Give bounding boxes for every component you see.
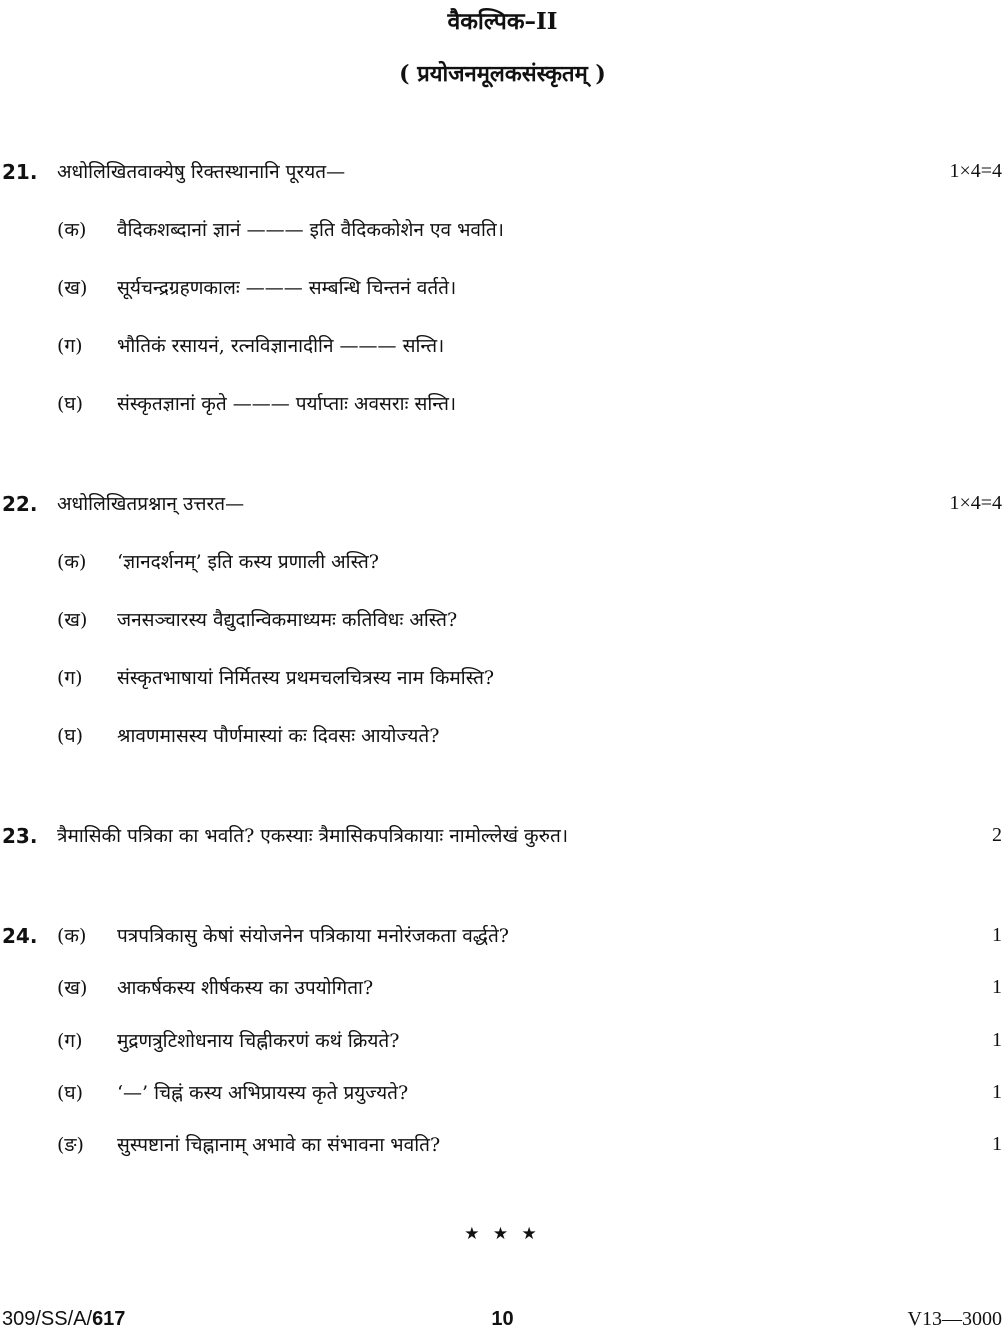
item-label: (ग)	[57, 335, 83, 357]
question-number: 23.	[2, 824, 38, 848]
item-text: मुद्रणत्रुटिशोधनाय चिह्नीकरणं कथं क्रियते?	[117, 1030, 400, 1052]
item-label: (ख)	[57, 977, 88, 999]
question-instruction: अधोलिखितवाक्येषु रिक्तस्थानानि पूरयत—	[57, 161, 346, 183]
item-text: जनसञ्चारस्य वैद्युदान्विकमाध्यमः कतिविधः अस्ति?	[117, 609, 458, 631]
item-text: सुस्पष्टानां चिह्नानाम् अभावे का संभावना भवति?	[117, 1134, 441, 1156]
footer-version: V13—3000	[907, 1308, 1002, 1330]
item-text: सूर्यचन्द्रग्रहणकालः ——— सम्बन्धि चिन्तनं वर्तते।	[117, 277, 457, 299]
end-stars: ★ ★ ★	[464, 1224, 541, 1244]
item-marks: 1	[992, 1081, 1002, 1103]
question-instruction: अधोलिखितप्रश्नान् उत्तरत—	[57, 493, 245, 515]
question-instruction: त्रैमासिकी पत्रिका का भवति? एकस्याः त्रैमासिकपत्रिकायाः नामोल्लेखं कुरुत।	[57, 825, 569, 847]
item-label: (ग)	[57, 667, 83, 689]
item-text: आकर्षकस्य शीर्षकस्य का उपयोगिता?	[117, 977, 374, 999]
paper-title: वैकल्पिक–II	[447, 8, 558, 35]
item-label: (क)	[57, 925, 87, 947]
item-label: (ख)	[57, 609, 88, 631]
item-text: वैदिकशब्दानां ज्ञानं ——— इति वैदिककोशेन एव भवति।	[117, 219, 504, 241]
item-text: पत्रपत्रिकासु केषां संयोजनेन पत्रिकाया मनोरंजकता वर्द्धते?	[117, 925, 509, 947]
item-text: संस्कृतभाषायां निर्मितस्य प्रथमचलचित्रस्य नाम किमस्ति?	[117, 667, 495, 689]
footer-page-number: 10	[491, 1308, 514, 1330]
item-text: संस्कृतज्ञानां कृते ——— पर्याप्ताः अवसराः सन्ति।	[117, 393, 457, 415]
item-marks: 1	[992, 1029, 1002, 1051]
item-label: (घ)	[57, 725, 84, 747]
question-number: 22.	[2, 492, 38, 516]
item-marks: 1	[992, 1133, 1002, 1155]
item-label: (ग)	[57, 1030, 83, 1052]
item-text: श्रावणमासस्य पौर्णमास्यां कः दिवसः आयोज्यते?	[117, 725, 440, 747]
question-marks: 1×4=4	[949, 492, 1002, 514]
item-text: भौतिकं रसायनं, रत्नविज्ञानादीनि ——— सन्ति।	[117, 335, 445, 357]
question-marks: 1×4=4	[949, 160, 1002, 182]
footer-code-bold: 617	[92, 1308, 126, 1330]
item-text: ‘—’ चिह्नं कस्य अभिप्रायस्य कृते प्रयुज्यते?	[117, 1082, 409, 1104]
question-marks: 2	[992, 824, 1002, 846]
item-marks: 1	[992, 976, 1002, 998]
item-label: (ङ)	[57, 1134, 84, 1156]
question-number: 24.	[2, 924, 38, 948]
item-text: ‘ज्ञानदर्शनम्’ इति कस्य प्रणाली अस्ति?	[117, 551, 379, 573]
item-marks: 1	[992, 924, 1002, 946]
paper-subtitle: ( प्रयोजनमूलकसंस्कृतम् )	[399, 61, 606, 87]
item-label: (ख)	[57, 277, 88, 299]
item-label: (घ)	[57, 1082, 84, 1104]
item-label: (क)	[57, 551, 87, 573]
item-label: (क)	[57, 219, 87, 241]
question-number: 21.	[2, 160, 38, 184]
item-label: (घ)	[57, 393, 84, 415]
footer-code-prefix: 309/SS/A/	[2, 1308, 93, 1330]
